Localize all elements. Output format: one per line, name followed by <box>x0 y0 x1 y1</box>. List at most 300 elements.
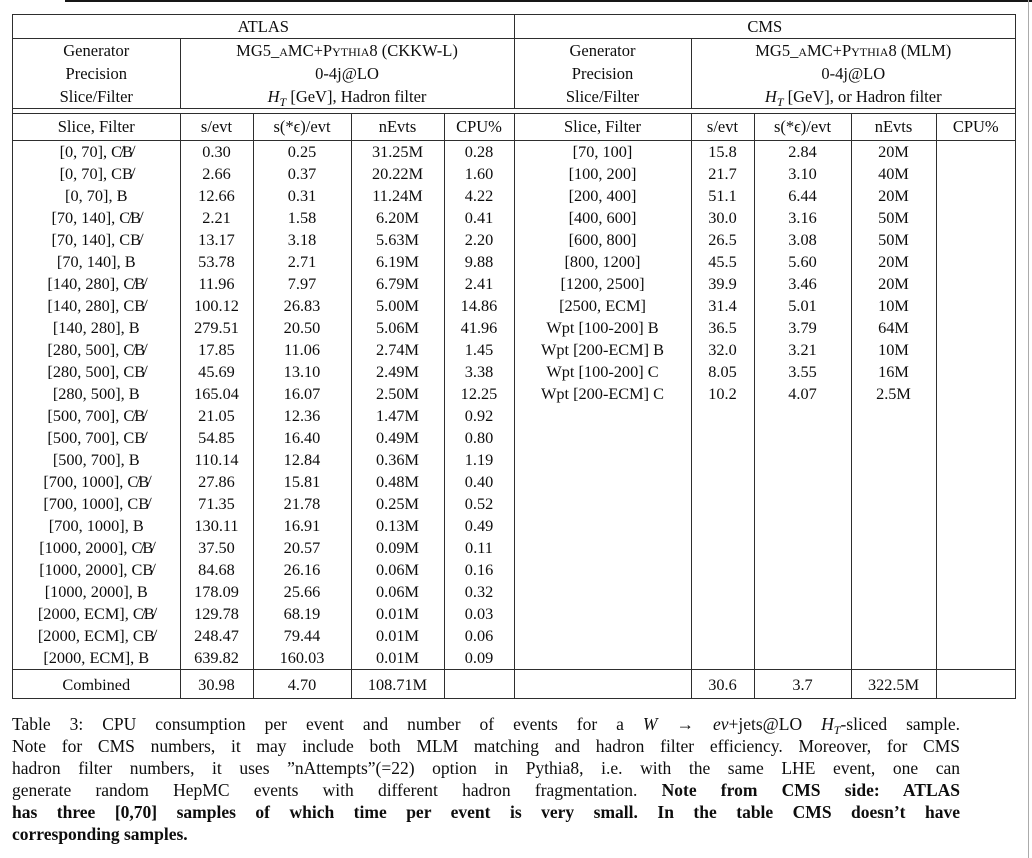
cms-cpu-cell <box>936 647 1015 670</box>
atlas-slice-cell: [700, 1000], B <box>48 516 144 535</box>
cms-s-eps-evt-cell <box>754 537 851 559</box>
atlas-s-eps-evt-cell: 25.66 <box>253 581 351 603</box>
atlas-s-evt-cell: 27.86 <box>180 471 253 493</box>
scan-edge-right-line <box>1028 0 1029 858</box>
cms-s-evt-cell <box>691 493 754 515</box>
cms-s-eps-evt-cell: 2.84 <box>754 141 851 164</box>
cms-s-evt-cell <box>691 427 754 449</box>
atlas-col-nevts: nEvts <box>351 114 444 141</box>
atlas-s-eps-evt-cell: 21.78 <box>253 493 351 515</box>
atlas-nevts-cell: 6.79M <box>351 273 444 295</box>
table-row <box>13 317 1015 339</box>
table-row <box>13 493 1015 515</box>
atlas-nevts-cell: 0.06M <box>351 581 444 603</box>
cms-combined-s-eps-evt: 3.7 <box>754 670 851 700</box>
atlas-cpu-cell: 9.88 <box>444 251 514 273</box>
cms-s-eps-evt-cell: 3.10 <box>754 163 851 185</box>
atlas-slice-cell: [280, 500], C̸B̸ <box>47 340 146 359</box>
cms-slice-filter-value <box>691 85 1015 109</box>
cms-cpu-cell <box>936 383 1015 405</box>
atlas-precision-label: Precision <box>65 63 127 83</box>
atlas-slice-cell: [2000, ECM], C̸B̸ <box>37 604 155 623</box>
cms-slice-cell <box>514 515 691 537</box>
cms-s-evt-cell <box>691 405 754 427</box>
atlas-cpu-cell: 2.20 <box>444 229 514 251</box>
slice-filter-row <box>13 85 1015 109</box>
atlas-s-evt-cell: 2.21 <box>180 207 253 229</box>
atlas-s-evt-cell: 129.78 <box>180 603 253 625</box>
cms-cpu-cell <box>936 493 1015 515</box>
cms-cpu-cell <box>936 185 1015 207</box>
atlas-cpu-cell: 14.86 <box>444 295 514 317</box>
atlas-nevts-cell: 6.19M <box>351 251 444 273</box>
table-row <box>13 559 1015 581</box>
atlas-s-eps-evt-cell: 16.91 <box>253 515 351 537</box>
caption-line-6 <box>12 824 960 846</box>
cms-nevts-cell: 10M <box>851 295 936 317</box>
cms-slice-cell <box>514 493 691 515</box>
cms-s-eps-evt-cell: 3.08 <box>754 229 851 251</box>
cms-s-eps-evt-cell: 3.21 <box>754 339 851 361</box>
cms-s-eps-evt-cell <box>754 647 851 670</box>
precision-row <box>13 62 1015 85</box>
cms-s-evt-cell <box>691 581 754 603</box>
cms-slice-cell <box>514 581 691 603</box>
atlas-nevts-cell: 2.50M <box>351 383 444 405</box>
atlas-cpu-cell: 0.09 <box>444 647 514 670</box>
atlas-slice-cell: [1000, 2000], C̸B̸ <box>39 538 154 557</box>
cms-nevts-cell <box>851 625 936 647</box>
table-row <box>13 339 1015 361</box>
caption-text: -sliced sample. <box>840 714 961 734</box>
cms-slice-cell: Wpt [200-ECM] B <box>514 339 691 361</box>
atlas-s-evt-cell: 21.05 <box>180 405 253 427</box>
atlas-slice-cell: [280, 500], CB̸ <box>47 362 146 381</box>
cms-s-evt-cell: 39.9 <box>691 273 754 295</box>
cms-slice-cell <box>514 405 691 427</box>
cms-slice-cell <box>514 559 691 581</box>
table-row <box>13 207 1015 229</box>
atlas-s-eps-evt-cell: 79.44 <box>253 625 351 647</box>
cms-s-evt-cell: 15.8 <box>691 141 754 164</box>
atlas-s-evt-cell: 110.14 <box>180 449 253 471</box>
cms-slice-filter-text: [GeV], or Hadron filter <box>783 86 942 106</box>
atlas-slice-cell: [1000, 2000], CB̸ <box>39 560 154 579</box>
cms-col-slice-filter: Slice, Filter <box>514 114 691 141</box>
table-row <box>13 251 1015 273</box>
atlas-cpu-cell: 3.38 <box>444 361 514 383</box>
cms-precision-value: 0-4j@LO <box>691 62 1015 85</box>
atlas-cpu-cell: 0.41 <box>444 207 514 229</box>
atlas-s-evt-cell: 11.96 <box>180 273 253 295</box>
atlas-generator-value: MG5_aMC+Pythia8 (CKKW-L) <box>180 39 514 63</box>
atlas-s-evt-cell: 71.35 <box>180 493 253 515</box>
table-row <box>13 515 1015 537</box>
cms-s-evt-cell: 31.4 <box>691 295 754 317</box>
atlas-cpu-cell: 4.22 <box>444 185 514 207</box>
atlas-s-evt-cell: 248.47 <box>180 625 253 647</box>
atlas-cpu-cell: 0.16 <box>444 559 514 581</box>
atlas-slice-cell: [700, 1000], C̸B̸ <box>43 472 150 491</box>
cms-cpu-cell <box>936 537 1015 559</box>
atlas-slice-cell: [70, 140], B <box>56 252 136 271</box>
atlas-combined-cpu <box>444 670 514 700</box>
atlas-cpu-cell: 41.96 <box>444 317 514 339</box>
cms-slice-cell <box>514 603 691 625</box>
cms-cpu-cell <box>936 207 1015 229</box>
atlas-combined-s-eps-evt: 4.70 <box>253 670 351 700</box>
cms-s-eps-evt-cell <box>754 405 851 427</box>
cms-s-evt-cell <box>691 647 754 670</box>
cms-cpu-cell <box>936 471 1015 493</box>
cms-s-evt-cell: 32.0 <box>691 339 754 361</box>
atlas-s-eps-evt-cell: 13.10 <box>253 361 351 383</box>
atlas-col-slice-filter: Slice, Filter <box>13 114 180 141</box>
atlas-s-evt-cell: 639.82 <box>180 647 253 670</box>
cms-nevts-cell: 20M <box>851 141 936 164</box>
atlas-cpu-cell: 0.11 <box>444 537 514 559</box>
atlas-s-evt-cell: 17.85 <box>180 339 253 361</box>
atlas-nevts-cell: 1.47M <box>351 405 444 427</box>
atlas-slice-cell: [70, 140], CB̸ <box>51 230 142 249</box>
cms-nevts-cell: 2.5M <box>851 383 936 405</box>
atlas-cpu-cell: 12.25 <box>444 383 514 405</box>
atlas-combined-nevts: 108.71M <box>351 670 444 700</box>
cms-s-eps-evt-cell: 3.79 <box>754 317 851 339</box>
atlas-nevts-cell: 2.49M <box>351 361 444 383</box>
cms-s-evt-cell: 10.2 <box>691 383 754 405</box>
cms-s-evt-cell: 21.7 <box>691 163 754 185</box>
atlas-s-eps-evt-cell: 0.25 <box>253 141 351 164</box>
cms-nevts-cell: 20M <box>851 251 936 273</box>
atlas-slice-cell: [0, 70], CB̸ <box>59 164 133 183</box>
cms-slice-cell: Wpt [100-200] B <box>514 317 691 339</box>
atlas-slice-cell: [140, 280], B <box>52 318 140 337</box>
table-row <box>13 273 1015 295</box>
cms-s-evt-cell: 26.5 <box>691 229 754 251</box>
atlas-slice-filter-value <box>180 85 514 109</box>
atlas-s-eps-evt-cell: 68.19 <box>253 603 351 625</box>
atlas-s-evt-cell: 2.66 <box>180 163 253 185</box>
cms-nevts-cell <box>851 647 936 670</box>
atlas-slice-cell: [280, 500], B <box>52 384 140 403</box>
cms-cpu-cell <box>936 603 1015 625</box>
atlas-slice-cell: [0, 70], C̸B̸ <box>59 142 133 161</box>
cms-s-evt-cell: 30.0 <box>691 207 754 229</box>
cms-s-eps-evt-cell: 5.60 <box>754 251 851 273</box>
cms-slice-filter-label: Slice/Filter <box>514 85 691 109</box>
atlas-slice-filter-text: [GeV], Hadron filter <box>286 86 427 106</box>
cms-s-evt-cell <box>691 559 754 581</box>
cms-cpu-cell <box>936 427 1015 449</box>
ht-symbol: H <box>764 86 777 106</box>
cms-nevts-cell: 50M <box>851 207 936 229</box>
table-row <box>13 603 1015 625</box>
atlas-nevts-cell: 6.20M <box>351 207 444 229</box>
cms-generator-label: Generator <box>514 39 691 63</box>
cms-nevts-cell: 64M <box>851 317 936 339</box>
atlas-slice-cell: [2000, ECM], CB̸ <box>37 626 155 645</box>
table-caption <box>12 714 960 845</box>
cms-slice-cell <box>514 449 691 471</box>
atlas-slice-cell: [500, 700], CB̸ <box>47 428 146 447</box>
scan-edge-top-line <box>65 0 1032 2</box>
atlas-cpu-cell: 1.19 <box>444 449 514 471</box>
atlas-s-eps-evt-cell: 11.06 <box>253 339 351 361</box>
cms-s-eps-evt-cell <box>754 625 851 647</box>
cms-slice-cell: [2500, ECM] <box>514 295 691 317</box>
caption-bold-note: Note from CMS side: ATLAS <box>661 779 960 800</box>
atlas-precision-value: 0-4j@LO <box>180 62 514 85</box>
atlas-s-eps-evt-cell: 16.40 <box>253 427 351 449</box>
cms-s-eps-evt-cell: 4.07 <box>754 383 851 405</box>
cms-slice-cell <box>514 537 691 559</box>
atlas-nevts-cell: 31.25M <box>351 141 444 164</box>
cms-col-nevts: nEvts <box>851 114 936 141</box>
atlas-s-eps-evt-cell: 1.58 <box>253 207 351 229</box>
cms-combined-nevts: 322.5M <box>851 670 936 700</box>
cms-s-evt-cell <box>691 537 754 559</box>
table-row <box>13 229 1015 251</box>
atlas-generator-label: Generator <box>63 40 130 60</box>
cms-col-cpu: CPU% <box>936 114 1015 141</box>
cms-slice-cell: [70, 100] <box>514 141 691 164</box>
atlas-col-cpu: CPU% <box>444 114 514 141</box>
cms-slice-cell: [800, 1200] <box>514 251 691 273</box>
cms-cpu-cell <box>936 141 1015 164</box>
atlas-nevts-cell: 11.24M <box>351 185 444 207</box>
table-row <box>13 383 1015 405</box>
cms-s-eps-evt-cell: 6.44 <box>754 185 851 207</box>
w-symbol: W <box>642 714 658 734</box>
cms-slice-cell <box>514 625 691 647</box>
table-header-block <box>13 15 1015 109</box>
cms-combined-label <box>514 670 691 700</box>
atlas-s-eps-evt-cell: 20.50 <box>253 317 351 339</box>
cms-s-evt-cell: 8.05 <box>691 361 754 383</box>
atlas-s-evt-cell: 84.68 <box>180 559 253 581</box>
atlas-nevts-cell: 0.13M <box>351 515 444 537</box>
cms-cpu-cell <box>936 449 1015 471</box>
cms-slice-cell: [200, 400] <box>514 185 691 207</box>
cms-nevts-cell <box>851 603 936 625</box>
atlas-s-eps-evt-cell: 0.31 <box>253 185 351 207</box>
atlas-nevts-cell: 0.01M <box>351 647 444 670</box>
atlas-nevts-cell: 0.36M <box>351 449 444 471</box>
caption-line-3: hadron filter numbers, it uses ”nAttempts”(=22) option in Pythia8, i.e. with the same LHE event, one can <box>12 757 960 778</box>
cms-s-eps-evt-cell <box>754 471 851 493</box>
table-row <box>13 537 1015 559</box>
cms-cpu-cell <box>936 581 1015 603</box>
data-table <box>13 113 1015 699</box>
atlas-cpu-cell: 0.32 <box>444 581 514 603</box>
enu-symbol: eν <box>712 714 729 734</box>
cms-slice-cell: [600, 800] <box>514 229 691 251</box>
atlas-s-evt-cell: 178.09 <box>180 581 253 603</box>
cms-nevts-cell <box>851 537 936 559</box>
cms-slice-cell: Wpt [100-200] C <box>514 361 691 383</box>
atlas-slice-cell: [1000, 2000], B <box>44 582 148 601</box>
atlas-nevts-cell: 0.09M <box>351 537 444 559</box>
cms-nevts-cell <box>851 471 936 493</box>
atlas-cpu-cell: 1.60 <box>444 163 514 185</box>
atlas-col-s-evt: s/evt <box>180 114 253 141</box>
cms-col-s-eps-evt: s(*ϵ)/evt <box>754 114 851 141</box>
cms-s-eps-evt-cell: 3.46 <box>754 273 851 295</box>
cms-nevts-cell: 10M <box>851 339 936 361</box>
atlas-s-eps-evt-cell: 7.97 <box>253 273 351 295</box>
cms-cpu-cell <box>936 361 1015 383</box>
table-row <box>13 163 1015 185</box>
atlas-combined-label: Combined <box>13 670 180 700</box>
cms-nevts-cell: 40M <box>851 163 936 185</box>
table-row <box>13 449 1015 471</box>
cms-s-evt-cell <box>691 449 754 471</box>
atlas-s-evt-cell: 45.69 <box>180 361 253 383</box>
atlas-cpu-cell: 0.28 <box>444 141 514 164</box>
atlas-s-evt-cell: 165.04 <box>180 383 253 405</box>
atlas-s-eps-evt-cell: 0.37 <box>253 163 351 185</box>
cms-cpu-cell <box>936 251 1015 273</box>
atlas-nevts-cell: 20.22M <box>351 163 444 185</box>
cms-nevts-cell <box>851 449 936 471</box>
cms-combined-s-evt: 30.6 <box>691 670 754 700</box>
ht-subscript: T <box>833 723 841 737</box>
atlas-cpu-cell: 0.80 <box>444 427 514 449</box>
cms-nevts-cell <box>851 515 936 537</box>
cms-nevts-cell <box>851 559 936 581</box>
cms-s-eps-evt-cell: 3.16 <box>754 207 851 229</box>
cms-slice-cell <box>514 647 691 670</box>
table-row <box>13 141 1015 164</box>
cms-s-evt-cell <box>691 625 754 647</box>
cms-slice-cell: [1200, 2500] <box>514 273 691 295</box>
atlas-title: ATLAS <box>13 15 514 39</box>
atlas-nevts-cell: 5.63M <box>351 229 444 251</box>
atlas-cpu-cell: 0.92 <box>444 405 514 427</box>
caption-bold-note: corresponding samples. <box>12 823 188 844</box>
cms-s-eps-evt-cell <box>754 603 851 625</box>
cms-s-eps-evt-cell <box>754 449 851 471</box>
caption-text: generate random HepMC events with different hadron fragmentation. <box>12 779 662 800</box>
cms-slice-cell <box>514 427 691 449</box>
atlas-nevts-cell: 0.25M <box>351 493 444 515</box>
ht-symbol: H <box>267 86 280 106</box>
atlas-cpu-cell: 0.40 <box>444 471 514 493</box>
caption-line-1 <box>12 714 960 736</box>
cms-cpu-cell <box>936 405 1015 427</box>
cms-s-eps-evt-cell <box>754 581 851 603</box>
atlas-slice-cell: [140, 280], C̸B̸ <box>47 274 146 293</box>
cms-generator-value: MG5_aMC+Pythia8 (MLM) <box>691 39 1015 63</box>
cms-s-eps-evt-cell: 5.01 <box>754 295 851 317</box>
column-header-row <box>13 114 1015 141</box>
table-row <box>13 185 1015 207</box>
cms-nevts-cell: 20M <box>851 185 936 207</box>
caption-line-5 <box>12 802 960 824</box>
caption-bold-note: has three [0,70] samples of which time per event is very small. In the table CMS doesn’t have <box>12 801 960 822</box>
atlas-cpu-cell: 2.41 <box>444 273 514 295</box>
cms-s-eps-evt-cell <box>754 515 851 537</box>
atlas-cpu-cell: 0.03 <box>444 603 514 625</box>
atlas-s-evt-cell: 54.85 <box>180 427 253 449</box>
cms-cpu-cell <box>936 625 1015 647</box>
atlas-combined-s-evt: 30.98 <box>180 670 253 700</box>
atlas-s-eps-evt-cell: 16.07 <box>253 383 351 405</box>
atlas-s-eps-evt-cell: 15.81 <box>253 471 351 493</box>
cms-s-eps-evt-cell: 3.55 <box>754 361 851 383</box>
cms-slice-cell <box>514 471 691 493</box>
ht-subscript: T <box>776 94 784 109</box>
cms-s-evt-cell <box>691 471 754 493</box>
cms-precision-label: Precision <box>514 62 691 85</box>
atlas-s-eps-evt-cell: 12.84 <box>253 449 351 471</box>
atlas-s-eps-evt-cell: 26.83 <box>253 295 351 317</box>
atlas-slice-cell: [0, 70], B <box>65 186 128 205</box>
atlas-slice-cell: [140, 280], CB̸ <box>47 296 146 315</box>
cms-cpu-cell <box>936 163 1015 185</box>
atlas-nevts-cell: 0.01M <box>351 625 444 647</box>
atlas-cpu-cell: 1.45 <box>444 339 514 361</box>
table-row <box>13 581 1015 603</box>
cms-nevts-cell: 20M <box>851 273 936 295</box>
atlas-slice-cell: [2000, ECM], B <box>43 648 150 667</box>
cms-s-evt-cell <box>691 515 754 537</box>
data-rows <box>13 141 1015 670</box>
cms-nevts-cell <box>851 581 936 603</box>
atlas-s-evt-cell: 0.30 <box>180 141 253 164</box>
atlas-s-evt-cell: 130.11 <box>180 515 253 537</box>
cpu-consumption-table <box>12 14 1016 699</box>
table-row <box>13 471 1015 493</box>
atlas-cpu-cell: 0.49 <box>444 515 514 537</box>
atlas-s-eps-evt-cell: 20.57 <box>253 537 351 559</box>
cms-nevts-cell: 50M <box>851 229 936 251</box>
cms-slice-cell: [400, 600] <box>514 207 691 229</box>
cms-nevts-cell <box>851 405 936 427</box>
cms-cpu-cell <box>936 273 1015 295</box>
caption-text: Table 3: CPU consumption per event and number of events for a <box>12 714 643 734</box>
atlas-s-evt-cell: 37.50 <box>180 537 253 559</box>
atlas-nevts-cell: 0.49M <box>351 427 444 449</box>
cms-slice-cell: Wpt [200-ECM] C <box>514 383 691 405</box>
atlas-slice-filter-label: Slice/Filter <box>59 86 133 106</box>
atlas-s-eps-evt-cell: 12.36 <box>253 405 351 427</box>
ht-symbol: H <box>821 714 834 734</box>
table-row <box>13 361 1015 383</box>
cms-s-evt-cell: 36.5 <box>691 317 754 339</box>
table-row <box>13 625 1015 647</box>
cms-nevts-cell <box>851 493 936 515</box>
cms-s-eps-evt-cell <box>754 493 851 515</box>
table-row <box>13 405 1015 427</box>
cms-title: CMS <box>514 15 1015 39</box>
atlas-nevts-cell: 2.74M <box>351 339 444 361</box>
generator-row <box>13 39 1015 63</box>
atlas-cpu-cell: 0.52 <box>444 493 514 515</box>
atlas-nevts-cell: 5.06M <box>351 317 444 339</box>
cms-s-eps-evt-cell <box>754 559 851 581</box>
cms-cpu-cell <box>936 339 1015 361</box>
atlas-s-eps-evt-cell: 3.18 <box>253 229 351 251</box>
atlas-slice-cell: [700, 1000], CB̸ <box>43 494 150 513</box>
cms-s-evt-cell <box>691 603 754 625</box>
caption-line-4 <box>12 780 960 802</box>
atlas-nevts-cell: 0.06M <box>351 559 444 581</box>
experiment-title-row <box>13 15 1015 39</box>
arrow-symbol: → <box>657 714 713 734</box>
ht-subscript: T <box>279 94 287 109</box>
